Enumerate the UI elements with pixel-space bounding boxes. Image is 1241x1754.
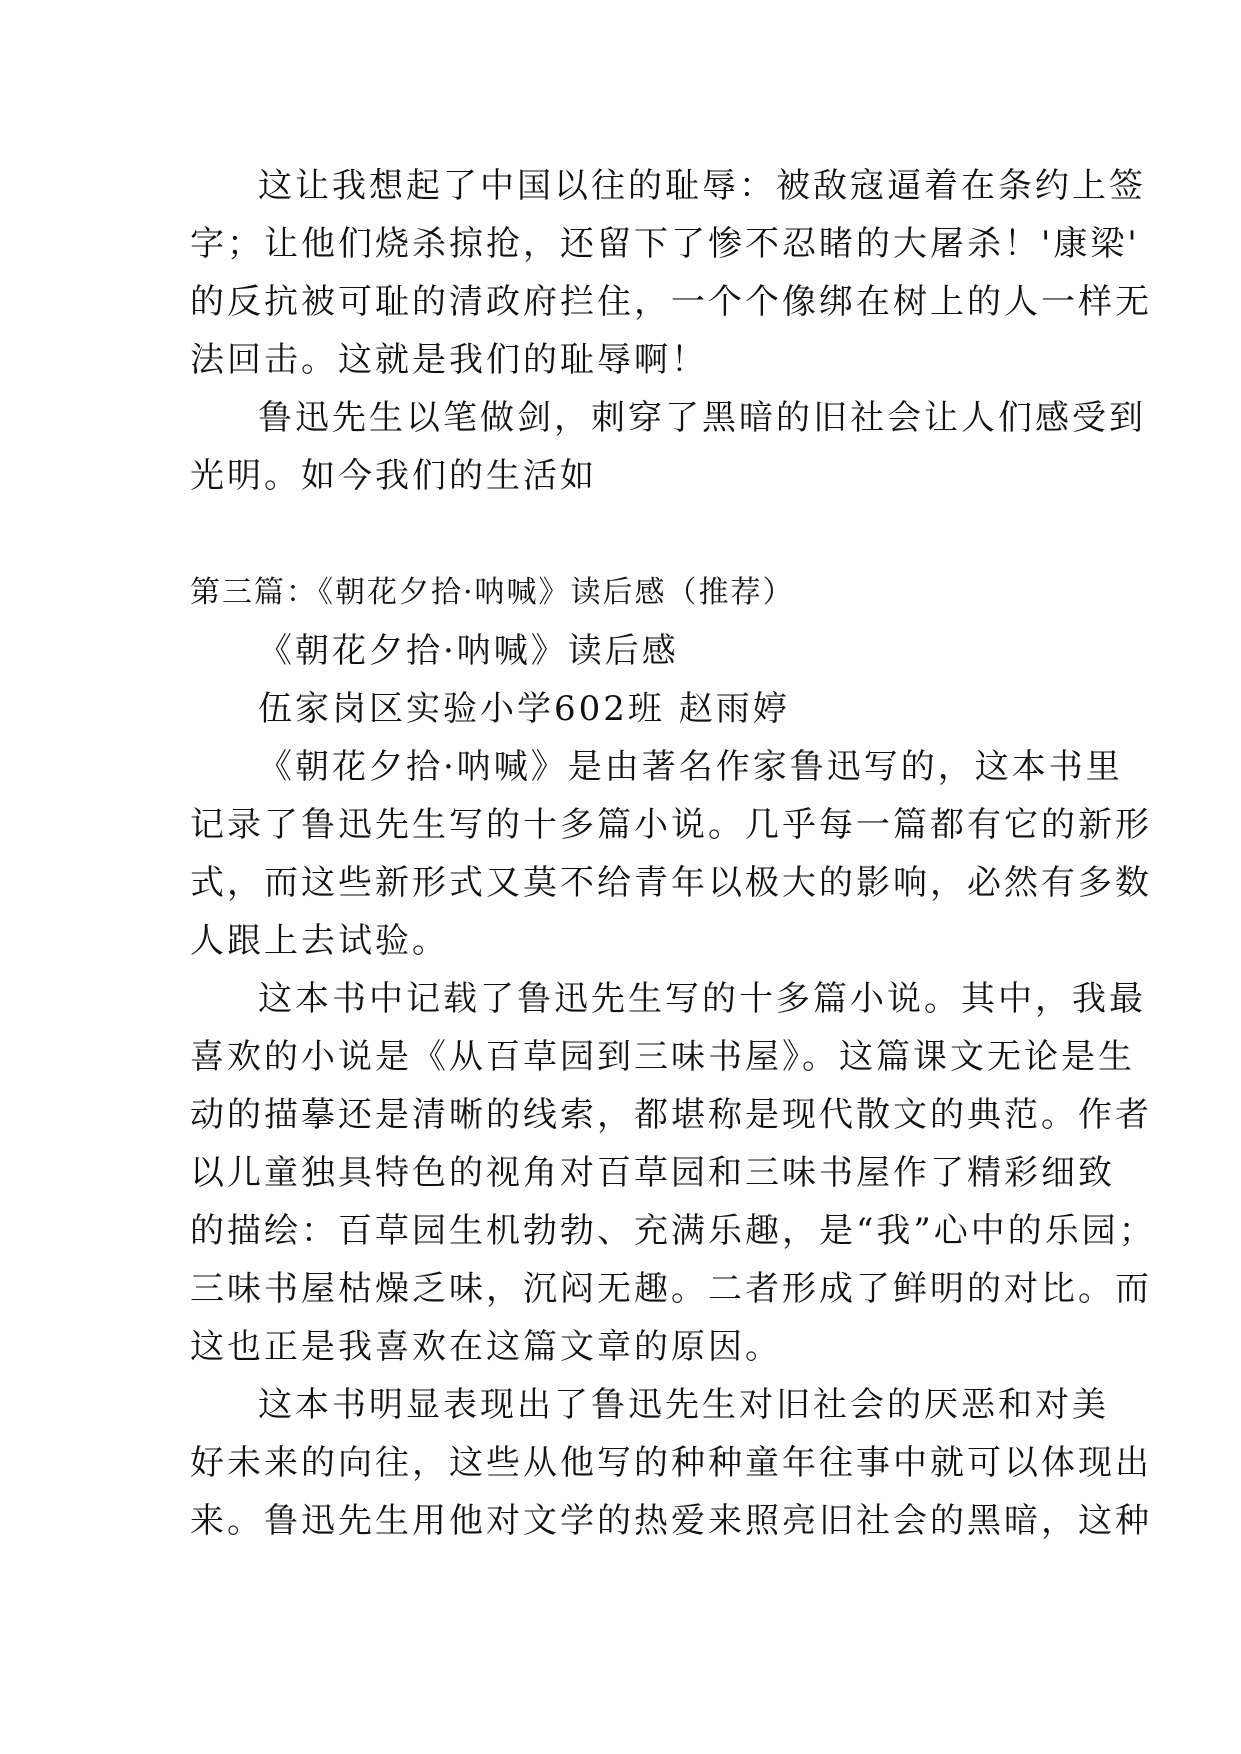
- paragraph-line: 记录了鲁迅先生写的十多篇小说。几乎每一篇都有它的新形: [190, 805, 1152, 845]
- paragraph-line: 式，而这些新形式又莫不给青年以极大的影响，必然有多数: [190, 863, 1152, 903]
- paragraph-line: 光明。如今我们的生活如: [190, 456, 597, 496]
- section-b: [190, 564, 1156, 1550]
- paragraph-line: 以儿童独具特色的视角对百草园和三味书屋作了精彩细致: [190, 1153, 1115, 1193]
- paragraph-line: 好未来的向往，这些从他写的种种童年往事中就可以体现出: [190, 1443, 1152, 1483]
- paragraph-line: 这让我想起了中国以往的耻辱：被敌寇逼着在条约上签: [258, 166, 1146, 206]
- paragraph-line: 动的描摹还是清晰的线索，都堪称是现代散文的典范。作者: [190, 1095, 1152, 1135]
- paragraph-line: 《朝花夕拾·呐喊》是由著名作家鲁迅写的，这本书里: [258, 747, 1123, 787]
- paragraph-line: 法回击。这就是我们的耻辱啊！: [190, 340, 708, 380]
- paragraph-line: 喜欢的小说是《从百草园到三味书屋》。这篇课文无论是生: [190, 1037, 1135, 1077]
- paragraph-line: 鲁迅先生以笔做剑，刺穿了黑暗的旧社会让人们感受到: [258, 398, 1146, 438]
- paragraph-line: 的反抗被可耻的清政府拦住，一个个像绑在树上的人一样无: [190, 282, 1152, 322]
- section-heading: 第三篇：《朝花夕拾·呐喊》读后感（推荐）: [190, 575, 795, 610]
- paragraph-line: 人跟上去试验。: [190, 921, 449, 961]
- article-subtitle: 《朝花夕拾·呐喊》读后感: [258, 631, 679, 671]
- paragraph-line: 来。鲁迅先生用他对文学的热爱来照亮旧社会的黑暗，这种: [190, 1501, 1152, 1541]
- paragraph-line: 字；让他们烧杀掠抢，还留下了惨不忍睹的大屠杀！'康梁': [190, 224, 1140, 264]
- author-line: 伍家岗区实验小学602班 赵雨婷: [258, 689, 790, 729]
- paragraph-line: 这本书明显表现出了鲁迅先生对旧社会的厌恶和对美: [258, 1385, 1109, 1425]
- section-a: [190, 157, 1152, 505]
- paragraph-line: 这也正是我喜欢在这篇文章的原因。: [190, 1327, 782, 1367]
- paragraph-line: 这本书中记载了鲁迅先生写的十多篇小说。其中，我最: [258, 979, 1146, 1019]
- paragraph-line: 的描绘：百草园生机勃勃、充满乐趣，是“我”心中的乐园；: [190, 1211, 1156, 1251]
- paragraph-line: 三味书屋枯燥乏味，沉闷无趣。二者形成了鲜明的对比。而: [190, 1269, 1152, 1309]
